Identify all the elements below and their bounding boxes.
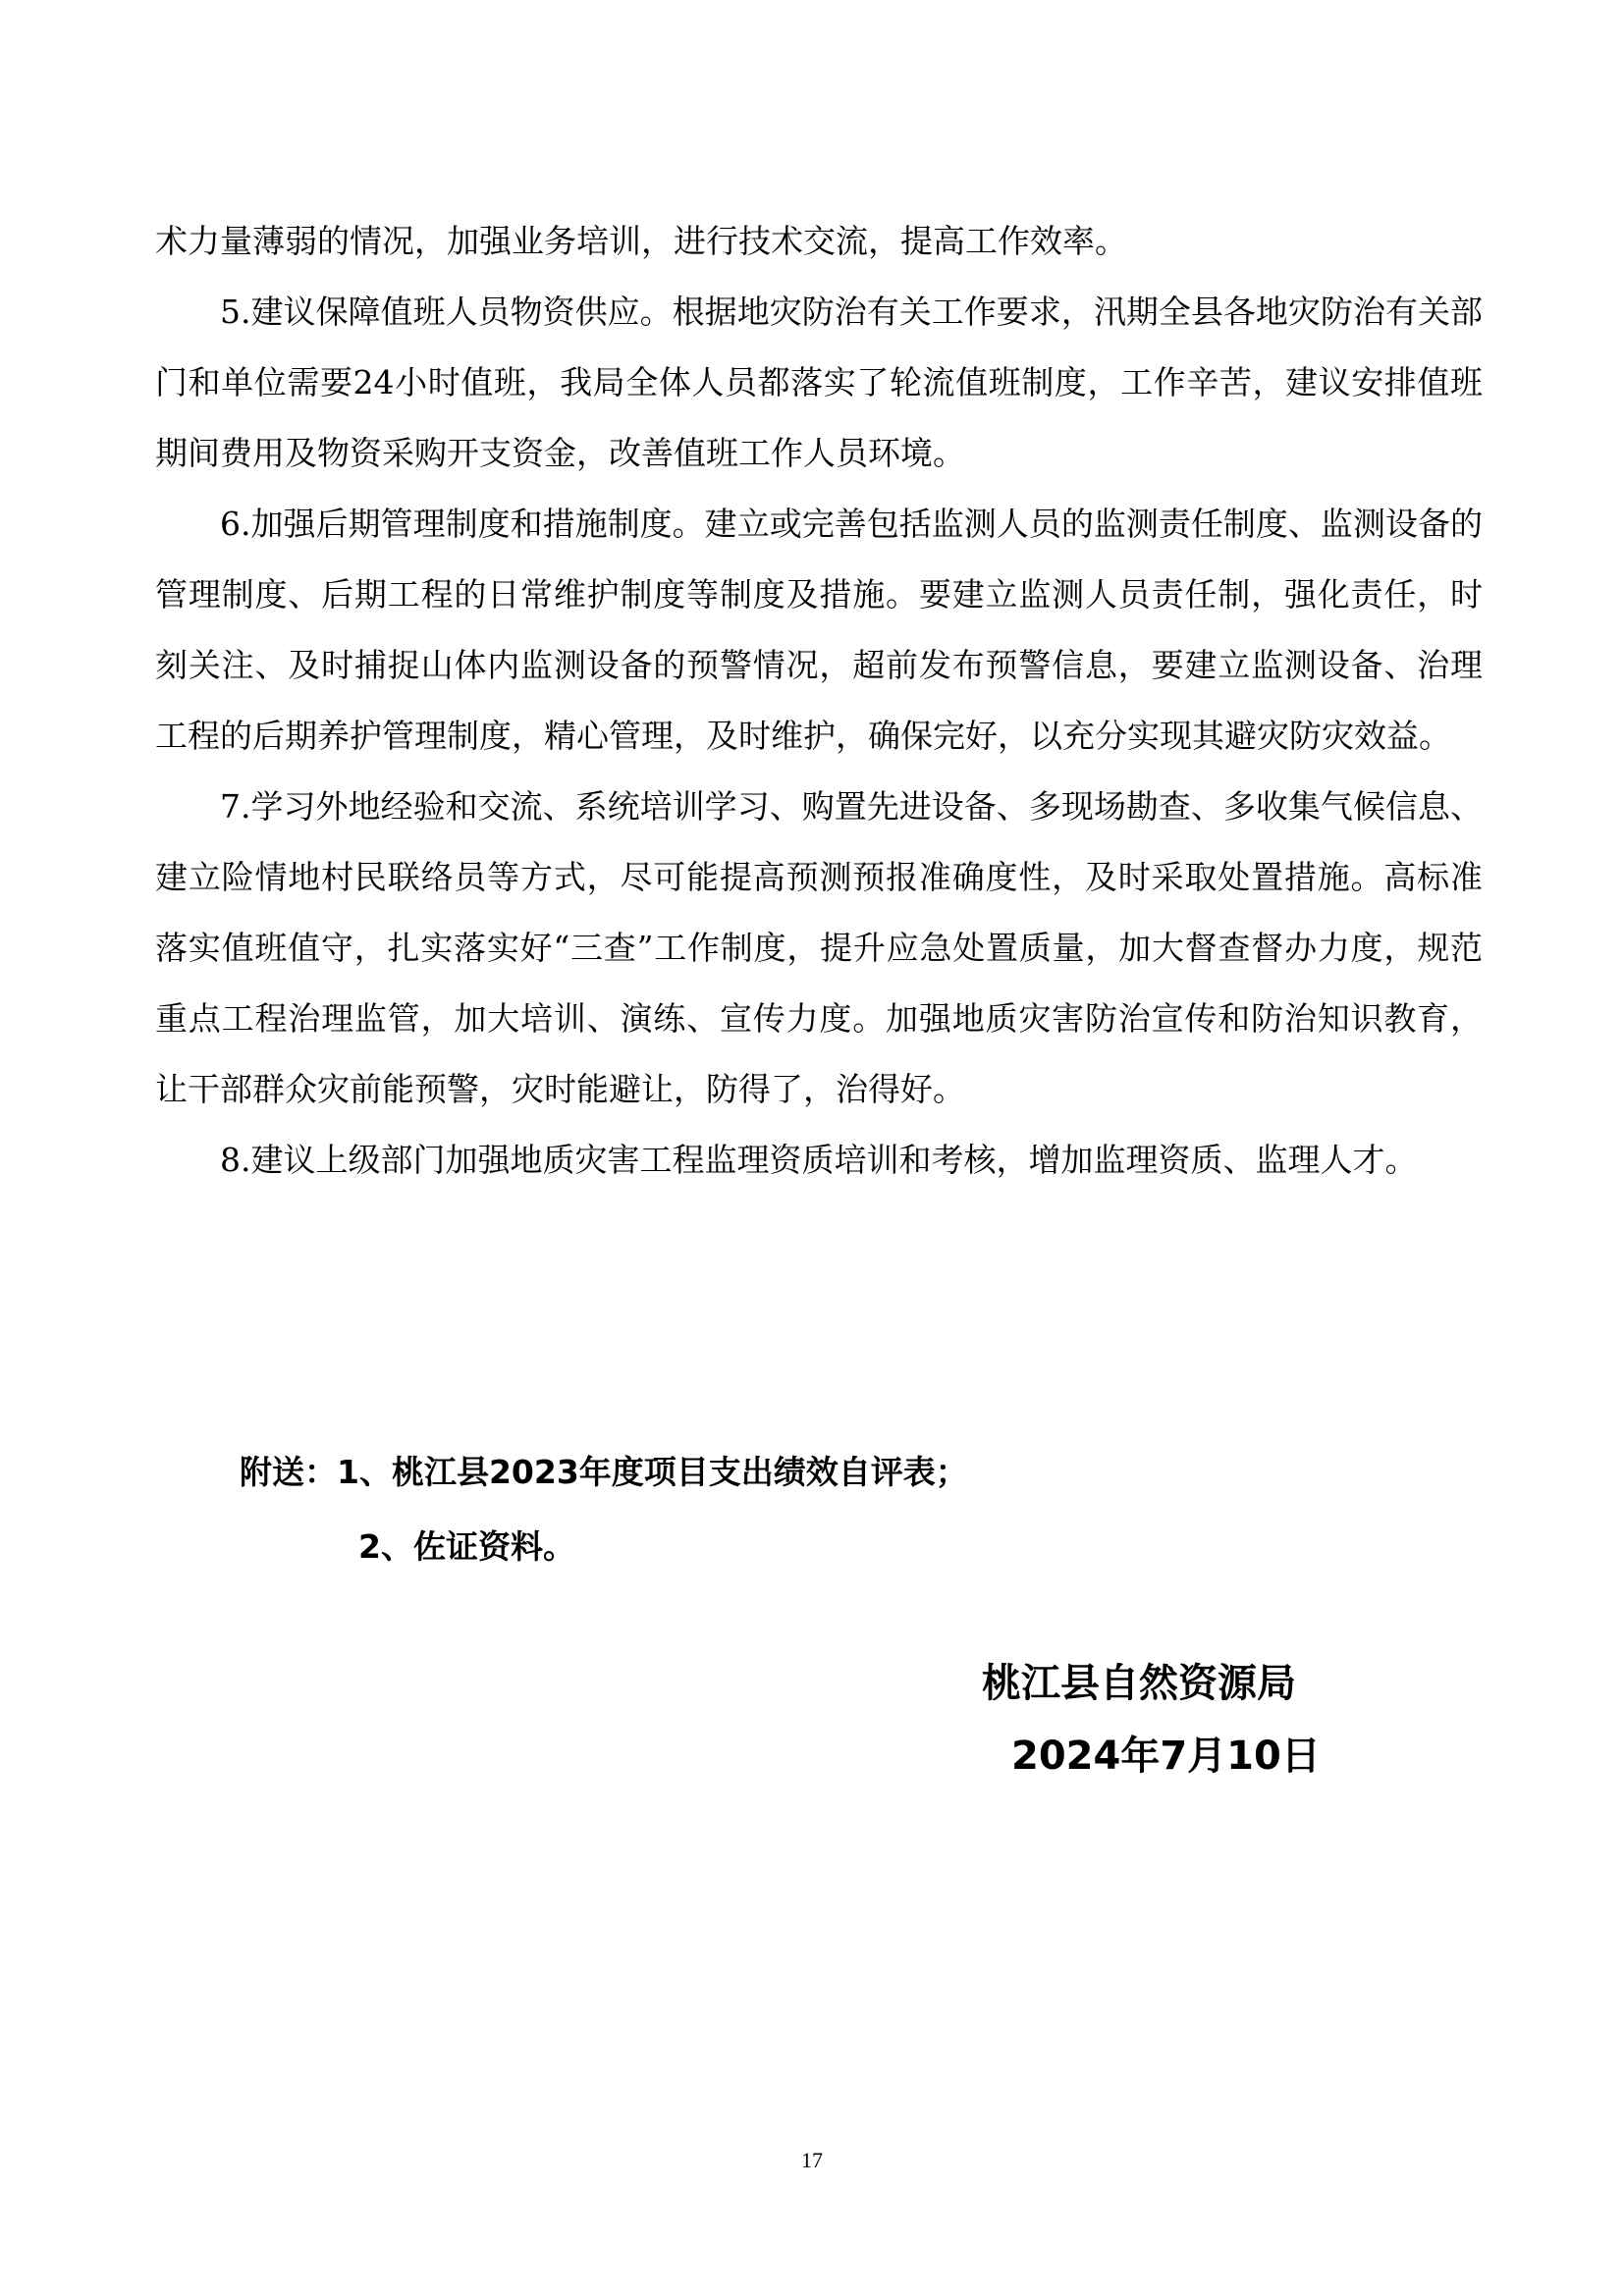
signature-organization: 桃江县自然资源局: [982, 1661, 1296, 1706]
attachments-list: [240, 1435, 1418, 1584]
page-number: 17: [801, 2148, 823, 2172]
paragraph-item-5: 5.建议保障值班人员物资供应。根据地灾防治有关工作要求，汛期全县各地灾防治有关部门和单位需要24小时值班，我局全体人员都落实了轮流值班制度，工作辛苦，建议安排值班期间费用及物资采购开支资金，改善值班工作人员环境。: [155, 293, 1483, 472]
paragraph-item-7: 7.学习外地经验和交流、系统培训学习、购置先进设备、多现场勘查、多收集气候信息、建立险情地村民联络员等方式，尽可能提高预测预报准确度性，及时采取处置措施。高标准落实值班值守，扎实落实好“三查”工作制度，提升应急处置质量，加大督查督办力度，规范重点工程治理监管，加大培训、演练、宣传力度。加强地质灾害防治宣传和防治知识教育，让干部群众灾前能预警，灾时能避让，防得了，治得好。: [155, 787, 1483, 1108]
paragraph-continuation: 术力量薄弱的情况，加强业务培训，进行技术交流，提高工作效率。: [155, 222, 1127, 260]
paragraph-item-8: 8.建议上级部门加强地质灾害工程监理资质培训和考核，增加监理资质、监理人才。: [220, 1141, 1418, 1179]
body-text: [155, 206, 1483, 1196]
paragraph-item-6: 6.加强后期管理制度和措施制度。建立或完善包括监测人员的监测责任制度、监测设备的管理制度、后期工程的日常维护制度等制度及措施。要建立监测人员责任制，强化责任，时刻关注、及时捕捉山体内监测设备的预警情况，超前发布预警信息，要建立监测设备、治理工程的后期养护管理制度，精心管理，及时维护，确保完好，以充分实现其避灾防灾效益。: [155, 505, 1483, 755]
signature-date: 2024年7月10日: [1011, 1734, 1321, 1779]
attachment-line-1: 附送：1、桃江县2023年度项目支出绩效自评表；: [240, 1453, 968, 1491]
attachment-line-2: 2、佐证资料。: [358, 1527, 575, 1566]
signature-block: [982, 1647, 1414, 1792]
